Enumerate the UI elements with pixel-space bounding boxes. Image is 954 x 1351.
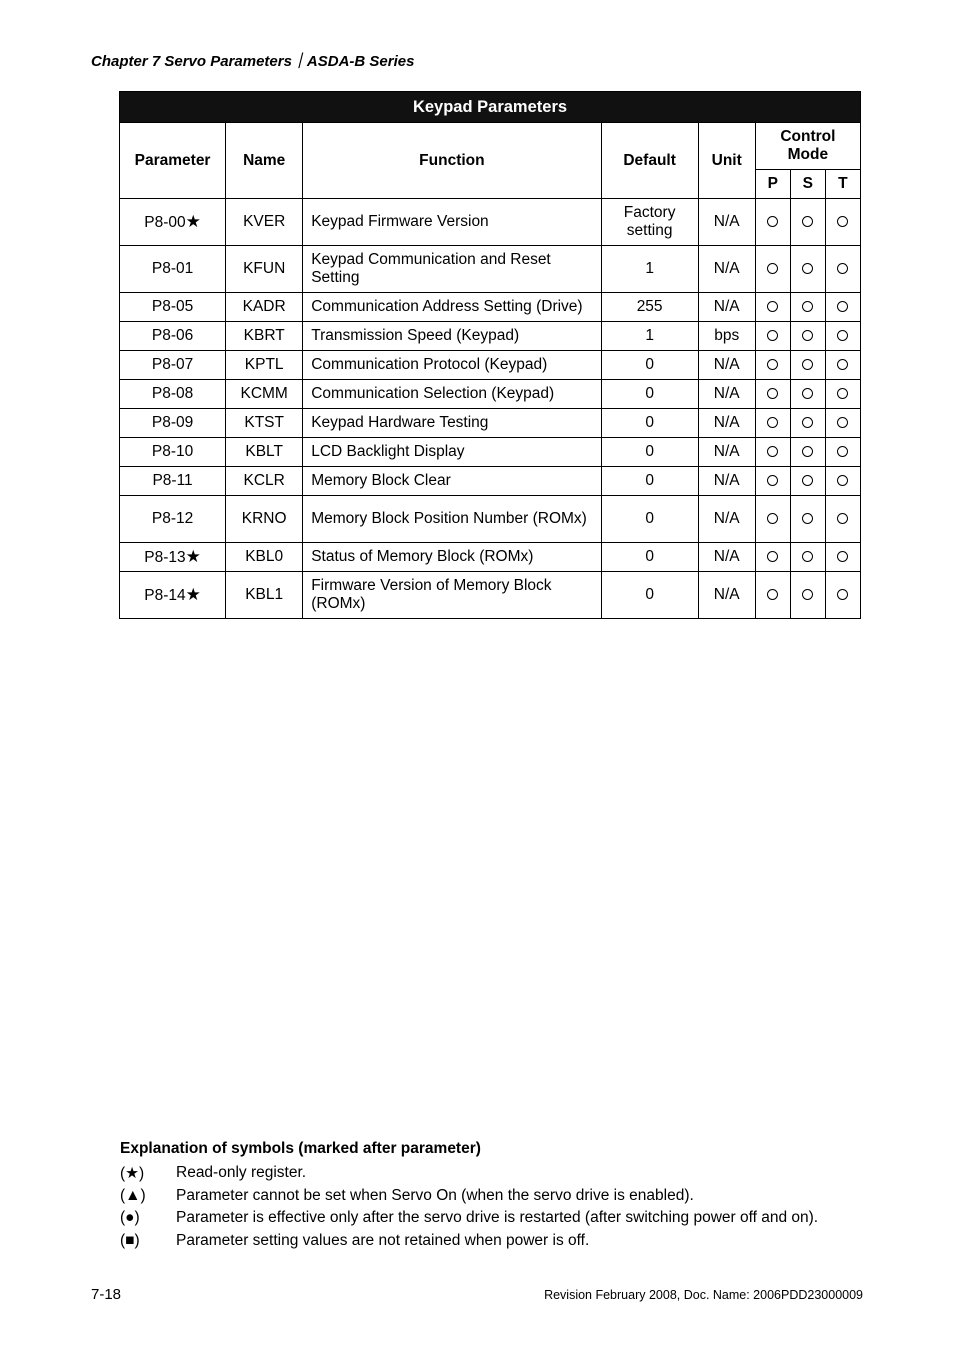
cell-function: Firmware Version of Memory Block (ROMx) [303, 572, 601, 619]
cell-name: KVER [226, 199, 303, 246]
circle-icon [767, 359, 778, 370]
parameter-code: P8-11 [152, 472, 193, 489]
cell-mode-s [790, 496, 825, 543]
cell-function: Transmission Speed (Keypad) [303, 322, 601, 351]
cell-parameter [120, 293, 226, 322]
parameter-code: P8-08 [151, 385, 194, 402]
cell-function: Keypad Hardware Testing [303, 409, 601, 438]
cell-function: LCD Backlight Display [303, 438, 601, 467]
cell-unit: N/A [698, 351, 755, 380]
legend-item [120, 1185, 818, 1208]
cell-mode-p [755, 467, 790, 496]
cell-parameter [120, 438, 226, 467]
cell-mode-t [825, 246, 860, 293]
cell-unit: bps [698, 322, 755, 351]
cell-unit: N/A [698, 572, 755, 619]
circle-icon [837, 388, 848, 399]
cell-name: KBL1 [226, 572, 303, 619]
cell-default: Factory setting [601, 199, 698, 246]
col-header-s: S [790, 170, 825, 199]
cell-default: 0 [601, 572, 698, 619]
col-header-p: P [755, 170, 790, 199]
col-header-t: T [825, 170, 860, 199]
revision-info: Revision February 2008, Doc. Name: 2006PDD23000009 [544, 1288, 863, 1302]
cell-function: Memory Block Clear [303, 467, 601, 496]
circle-icon [802, 475, 813, 486]
cell-unit: N/A [698, 293, 755, 322]
cell-function: Keypad Communication and Reset Setting [303, 246, 601, 293]
cell-unit: N/A [698, 467, 755, 496]
cell-function: Status of Memory Block (ROMx) [303, 543, 601, 572]
cell-parameter [120, 543, 226, 572]
circle-icon [837, 263, 848, 274]
circle-icon [837, 417, 848, 428]
cell-default: 0 [601, 543, 698, 572]
cell-name: KCLR [226, 467, 303, 496]
table-row [120, 293, 861, 322]
col-header-function: Function [303, 123, 601, 199]
parameter-code: P8-05 [151, 298, 194, 315]
cell-function: Communication Address Setting (Drive) [303, 293, 601, 322]
cell-parameter [120, 351, 226, 380]
cell-parameter [120, 380, 226, 409]
parameter-code: P8-13 [144, 549, 186, 566]
cell-unit: N/A [698, 380, 755, 409]
cell-mode-s [790, 572, 825, 619]
cell-mode-p [755, 496, 790, 543]
symbol-legend [120, 1140, 818, 1252]
cell-mode-s [790, 351, 825, 380]
circle-icon [837, 475, 848, 486]
cell-parameter [120, 322, 226, 351]
cell-default: 0 [601, 438, 698, 467]
cell-unit: N/A [698, 246, 755, 293]
table-row [120, 322, 861, 351]
circle-icon [802, 263, 813, 274]
cell-name: KBRT [226, 322, 303, 351]
cell-mode-p [755, 322, 790, 351]
cell-name: KBLT [226, 438, 303, 467]
circle-icon [802, 551, 813, 562]
circle-icon [802, 359, 813, 370]
cell-mode-t [825, 572, 860, 619]
col-header-parameter: Parameter [120, 123, 226, 199]
legend-symbol: (●) [120, 1209, 140, 1227]
cell-mode-p [755, 543, 790, 572]
cell-default: 0 [601, 496, 698, 543]
table-row [120, 572, 861, 619]
legend-symbol: (★) [120, 1164, 145, 1182]
cell-mode-p [755, 293, 790, 322]
table-row [120, 496, 861, 543]
circle-icon [802, 446, 813, 457]
col-header-control-mode: Control Mode [755, 123, 860, 170]
cell-unit: N/A [698, 409, 755, 438]
cell-function: Keypad Firmware Version [303, 199, 601, 246]
cell-mode-t [825, 380, 860, 409]
circle-icon [767, 388, 778, 399]
circle-icon [837, 330, 848, 341]
cell-mode-s [790, 438, 825, 467]
cell-mode-t [825, 543, 860, 572]
cell-unit: N/A [698, 543, 755, 572]
cell-mode-t [825, 467, 860, 496]
cell-default: 1 [601, 322, 698, 351]
keypad-parameters-table [119, 91, 861, 619]
legend-symbol: (▲) [120, 1186, 146, 1204]
cell-mode-p [755, 246, 790, 293]
cell-default: 255 [601, 293, 698, 322]
cell-mode-s [790, 199, 825, 246]
cell-mode-s [790, 246, 825, 293]
cell-mode-s [790, 409, 825, 438]
cell-mode-p [755, 199, 790, 246]
cell-mode-s [790, 293, 825, 322]
circle-icon [767, 589, 778, 600]
cell-mode-t [825, 199, 860, 246]
cell-unit: N/A [698, 199, 755, 246]
circle-icon [767, 446, 778, 457]
legend-text: Parameter setting values are not retained when power is off. [176, 1231, 590, 1249]
cell-function: Memory Block Position Number (ROMx) [303, 496, 601, 543]
circle-icon [767, 301, 778, 312]
circle-icon [802, 388, 813, 399]
parameter-code: P8-14 [144, 587, 186, 604]
col-header-unit: Unit [698, 123, 755, 199]
circle-icon [767, 216, 778, 227]
cell-mode-t [825, 409, 860, 438]
parameter-code: P8-07 [151, 356, 194, 373]
cell-mode-t [825, 351, 860, 380]
cell-mode-p [755, 409, 790, 438]
read-only-star-icon: ★ [185, 585, 201, 604]
cell-parameter [120, 496, 226, 543]
circle-icon [837, 551, 848, 562]
circle-icon [837, 359, 848, 370]
cell-mode-p [755, 351, 790, 380]
parameter-code: P8-00 [144, 214, 186, 231]
parameter-code: P8-01 [151, 260, 194, 277]
legend-title: Explanation of symbols (marked after parameter) [120, 1140, 481, 1157]
cell-function: Communication Protocol (Keypad) [303, 351, 601, 380]
circle-icon [837, 513, 848, 524]
circle-icon [837, 301, 848, 312]
table-row [120, 199, 861, 246]
circle-icon [837, 589, 848, 600]
cell-mode-t [825, 293, 860, 322]
cell-mode-p [755, 572, 790, 619]
cell-parameter [120, 409, 226, 438]
circle-icon [767, 417, 778, 428]
cell-mode-p [755, 438, 790, 467]
circle-icon [802, 589, 813, 600]
cell-function: Communication Selection (Keypad) [303, 380, 601, 409]
cell-name: KBL0 [226, 543, 303, 572]
circle-icon [767, 551, 778, 562]
circle-icon [767, 330, 778, 341]
cell-name: KFUN [226, 246, 303, 293]
table-row [120, 438, 861, 467]
table-row [120, 543, 861, 572]
cell-name: KADR [226, 293, 303, 322]
circle-icon [767, 263, 778, 274]
cell-parameter [120, 467, 226, 496]
cell-mode-t [825, 322, 860, 351]
cell-default: 0 [601, 351, 698, 380]
cell-default: 1 [601, 246, 698, 293]
cell-name: KCMM [226, 380, 303, 409]
table-body [120, 199, 861, 619]
table-row [120, 467, 861, 496]
legend-item [120, 1230, 818, 1253]
cell-mode-s [790, 322, 825, 351]
table-row [120, 409, 861, 438]
legend-text: Read-only register. [176, 1164, 307, 1182]
cell-default: 0 [601, 380, 698, 409]
cell-mode-t [825, 438, 860, 467]
cell-parameter [120, 246, 226, 293]
cell-default: 0 [601, 409, 698, 438]
table-title: Keypad Parameters [120, 92, 861, 123]
parameter-code: P8-10 [151, 443, 194, 460]
circle-icon [767, 513, 778, 524]
circle-icon [802, 301, 813, 312]
cell-mode-s [790, 380, 825, 409]
legend-symbol: (■) [120, 1231, 140, 1249]
table-row [120, 246, 861, 293]
circle-icon [767, 475, 778, 486]
cell-parameter [120, 572, 226, 619]
table-row [120, 351, 861, 380]
legend-text: Parameter cannot be set when Servo On (when the servo drive is enabled). [176, 1186, 694, 1204]
cell-default: 0 [601, 467, 698, 496]
chapter-header: Chapter 7 Servo Parameters｜ASDA-B Series [91, 53, 415, 70]
circle-icon [802, 216, 813, 227]
cell-mode-t [825, 496, 860, 543]
read-only-star-icon: ★ [185, 212, 201, 231]
cell-parameter [120, 199, 226, 246]
cell-unit: N/A [698, 438, 755, 467]
circle-icon [802, 330, 813, 341]
cell-name: KPTL [226, 351, 303, 380]
page-number: 7-18 [91, 1286, 122, 1303]
legend-item [120, 1162, 818, 1185]
circle-icon [802, 513, 813, 524]
circle-icon [802, 417, 813, 428]
cell-mode-p [755, 380, 790, 409]
cell-mode-s [790, 467, 825, 496]
parameter-code: P8-06 [151, 327, 194, 344]
cell-unit: N/A [698, 496, 755, 543]
table-row [120, 380, 861, 409]
read-only-star-icon: ★ [185, 547, 201, 566]
circle-icon [837, 446, 848, 457]
cell-name: KRNO [226, 496, 303, 543]
legend-text: Parameter is effective only after the servo drive is restarted (after switching power off and on). [176, 1209, 819, 1227]
cell-name: KTST [226, 409, 303, 438]
legend-item [120, 1207, 818, 1230]
circle-icon [837, 216, 848, 227]
col-header-name: Name [226, 123, 303, 199]
cell-mode-s [790, 543, 825, 572]
parameter-code: P8-09 [151, 414, 194, 431]
col-header-default: Default [601, 123, 698, 199]
parameter-code: P8-12 [151, 510, 194, 527]
